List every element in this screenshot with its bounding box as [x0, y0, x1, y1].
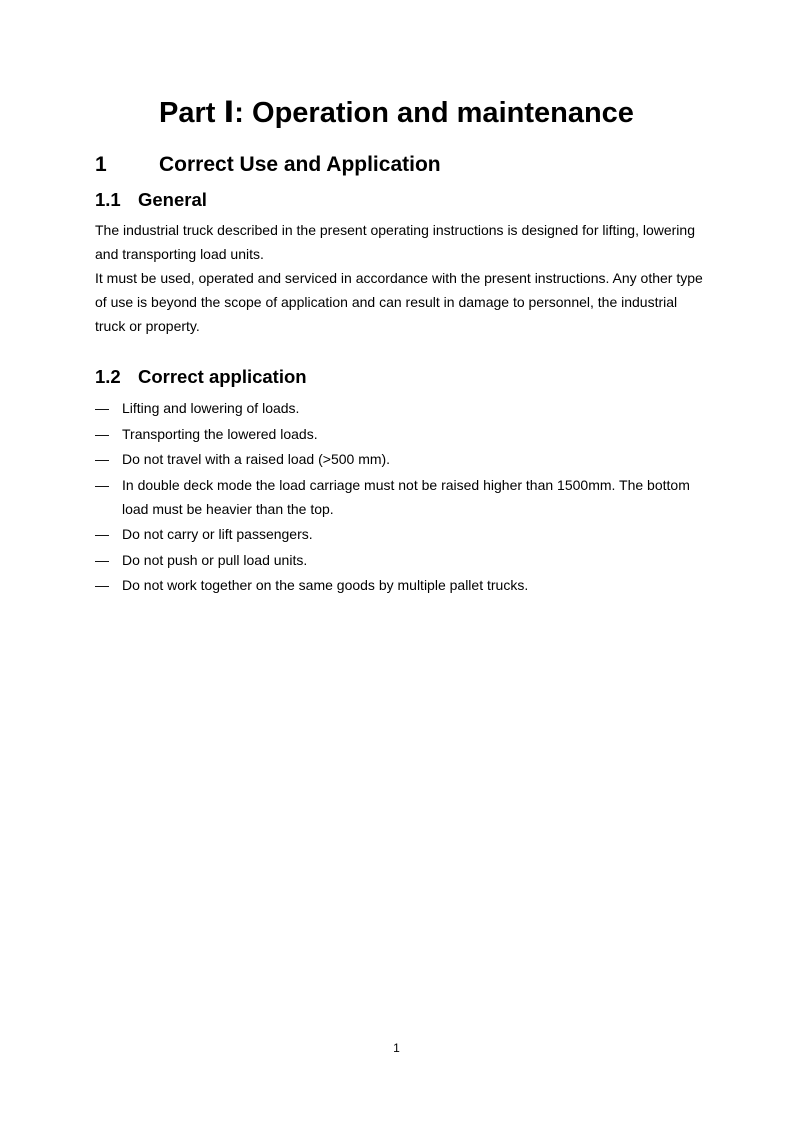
list-item-text: Do not travel with a raised load (>500 mm). — [122, 451, 391, 467]
subsection-heading-correct-application — [95, 365, 307, 389]
list-item-text: Lifting and lowering of loads. — [122, 400, 300, 416]
list-item — [95, 396, 705, 420]
dash-bullet-icon: — — [95, 400, 109, 416]
application-list — [95, 396, 705, 599]
list-item-text: Do not push or pull load units. — [122, 551, 308, 568]
paragraph-line: and transporting load units. — [95, 246, 264, 262]
list-item — [95, 522, 705, 546]
section-number: 1 — [95, 153, 107, 176]
subsection-title: General — [138, 189, 207, 210]
dash-bullet-icon: — — [95, 451, 109, 467]
list-item — [95, 548, 705, 572]
dash-bullet-icon: — — [95, 476, 109, 493]
paragraph-line: truck or property. — [95, 318, 200, 334]
dash-bullet-icon: — — [95, 551, 109, 568]
subsection-heading-general — [95, 188, 207, 212]
dash-bullet-icon: — — [95, 577, 109, 593]
paragraph-line: of use is beyond the scope of application and can result in damage to personnel, the industrial — [95, 294, 678, 310]
section-title: Correct Use and Application — [159, 153, 441, 176]
dash-bullet-icon: — — [95, 526, 109, 542]
list-item-text: Transporting the lowered loads. — [122, 425, 318, 442]
list-item-text: Do not work together on the same goods by multiple pallet trucks. — [122, 577, 529, 593]
list-item — [95, 422, 705, 446]
subsection-number: 1.2 — [95, 366, 121, 387]
list-item — [95, 447, 705, 471]
list-item-text: In double deck mode the load carriage must not be raised higher than 1500mm. The bottom load must be heavier than the top. — [122, 476, 690, 517]
section-heading-1 — [95, 151, 441, 179]
list-item — [95, 573, 705, 597]
dash-bullet-icon: — — [95, 425, 109, 442]
subsection-title: Correct application — [138, 366, 307, 387]
general-paragraph — [95, 218, 705, 338]
list-item — [95, 473, 705, 521]
paragraph-line: It must be used, operated and serviced in accordance with the present instructions. Any other type — [95, 270, 703, 286]
list-item-text: Do not carry or lift passengers. — [122, 526, 313, 542]
subsection-number: 1.1 — [95, 189, 121, 210]
paragraph-line: The industrial truck described in the present operating instructions is designed for lifting, lowering — [95, 222, 695, 238]
page-title: Part Ⅰ: Operation and maintenance — [159, 97, 634, 129]
page-number: 1 — [393, 1041, 400, 1055]
